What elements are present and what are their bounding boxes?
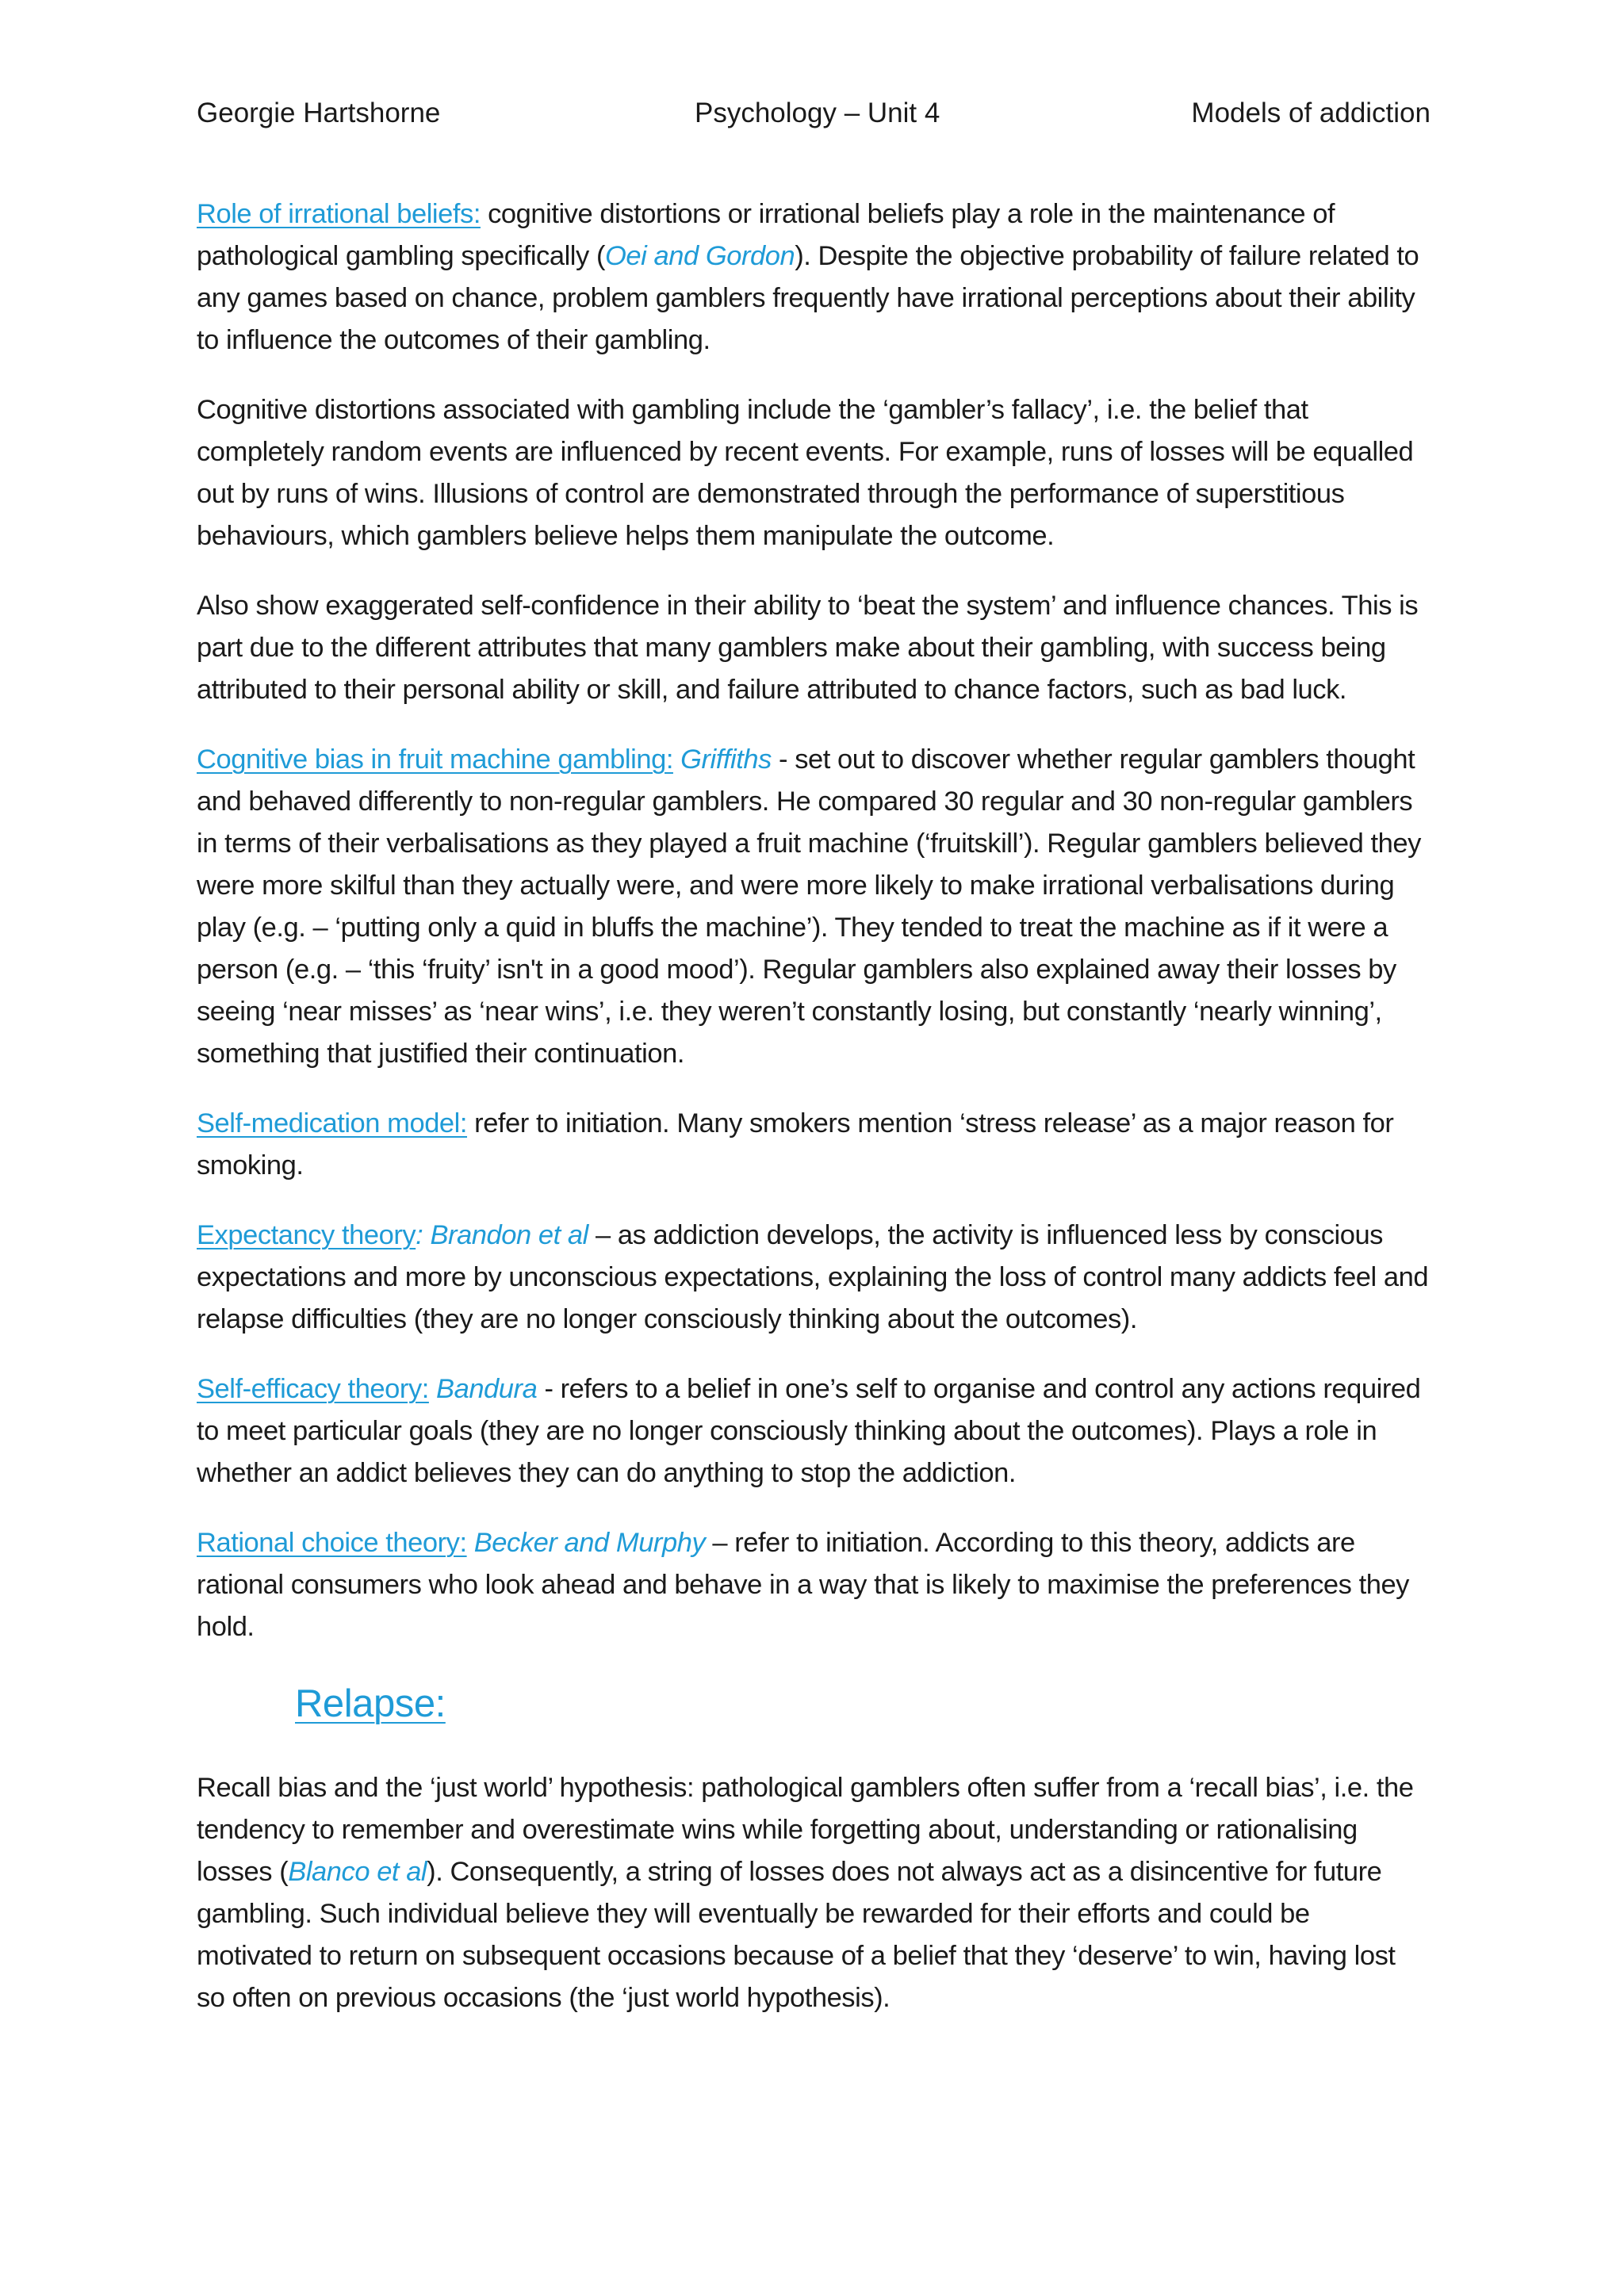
citation-bandura: Bandura xyxy=(428,1374,538,1404)
paragraph-text: ). Consequently, a string of losses does not always act as a disincentive for future gambling. Such individual believe they will eventually be rewarded for their efforts and could be motivated to return on subsequent occasions because of a belief that they ‘deserve’ to win, having lost so often on previous occasions (the ‘just world hypothesis). xyxy=(197,1857,1396,2013)
term-self-efficacy-theory[interactable]: Self-efficacy theory: xyxy=(197,1374,429,1404)
paragraph-fruit-machine xyxy=(197,739,1431,1075)
document-body xyxy=(197,193,1431,2047)
paragraph-self-confidence: Also show exaggerated self-confidence in their ability to ‘beat the system’ and influence chances. This is part due to the different attributes that many gamblers make about their gambling, with success being attributed to their personal ability or skill, and failure attributed to chance factors, such as bad luck. xyxy=(197,591,1419,705)
paragraph-text: – as addiction develops, the activity is influenced less by conscious expectations and more by unconscious expectations, explaining the loss of control many addicts feel and relapse difficulties (they are no longer consciously thinking about the outcomes). xyxy=(197,1220,1429,1334)
header-topic: Models of addiction xyxy=(1191,98,1431,128)
citation-oei-gordon: Oei and Gordon xyxy=(605,241,795,271)
paragraph-rational-choice xyxy=(197,1522,1431,1648)
paragraph-text: ). Despite the objective probability of failure related to any games based on chance, problem gamblers frequently have irrational perceptions about their ability to influence the outcomes of their gambling. xyxy=(197,241,1419,355)
citation-brandon: : Brandon et al xyxy=(416,1220,588,1250)
paragraph-expectancy xyxy=(197,1215,1431,1341)
paragraph-text: - refers to a belief in one’s self to organise and control any actions required to meet particular goals (they are no longer consciously thinking about the outcomes). Plays a role in whether an addict believes they can do anything to stop the addiction. xyxy=(197,1374,1421,1488)
paragraph-text: cognitive distortions or irrational beliefs play a role in the maintenance of pathological gambling specifically ( xyxy=(197,199,1335,271)
term-irrational-beliefs[interactable]: Role of irrational beliefs: xyxy=(197,199,481,229)
term-expectancy-theory[interactable]: Expectancy theory xyxy=(197,1220,416,1250)
page-header xyxy=(197,94,1431,133)
term-self-medication[interactable]: Self-medication model: xyxy=(197,1108,468,1138)
paragraph-self-medication xyxy=(197,1103,1431,1187)
paragraph-text: Recall bias and the ‘just world’ hypothesis: pathological gamblers often suffer from a ‘recall bias’, i.e. the tendency to remember and overestimate wins while forgetting about, understanding or rationalising losses ( xyxy=(197,1773,1414,1887)
term-rational-choice-theory[interactable]: Rational choice theory: xyxy=(197,1528,467,1558)
paragraph-text: refer to initiation. Many smokers mention ‘stress release’ as a major reason for smoking. xyxy=(197,1108,1394,1181)
paragraph-self-efficacy xyxy=(197,1368,1431,1494)
heading-relapse[interactable]: Relapse: xyxy=(295,1682,446,1725)
paragraph-text: – refer to initiation. According to this theory, addicts are rational consumers who look ahead and behave in a way that is likely to maximise the preferences they hold. xyxy=(197,1528,1409,1642)
paragraph-cognitive-distortions: Cognitive distortions associated with gambling include the ‘gambler’s fallacy’, i.e. the belief that completely random events are influenced by recent events. For example, runs of losses will be equalled out by runs of wins. Illusions of control are demonstrated through the performance of superstitious behaviours, which gamblers believe helps them manipulate the outcome. xyxy=(197,395,1414,551)
paragraph-text: - set out to discover whether regular gamblers thought and behaved differently to non-regular gamblers. He compared 30 regular and 30 non-regular gamblers in terms of their verbalisations as they played a fruit machine (‘fruitskill’). Regular gamblers believed they were more skilful than they actually were, and were more likely to make irrational verbalisations during play (e.g. – ‘putting only a quid in bluffs the machine’). They tended to treat the machine as if it were a person (e.g. – ‘this ‘fruity’ isn't in a good mood’). Regular gamblers also explained away their losses by seeing ‘near misses’ as ‘near wins’, i.e. they weren’t constantly losing, but constantly ‘nearly winning’, something that justified their continuation. xyxy=(197,744,1421,1069)
header-author: Georgie Hartshorne xyxy=(197,98,441,128)
citation-griffiths: Griffiths xyxy=(672,744,772,775)
citation-becker-murphy: Becker and Murphy xyxy=(466,1528,706,1558)
paragraph-recall-bias xyxy=(197,1767,1431,2019)
header-subject: Psychology – Unit 4 xyxy=(695,98,940,128)
citation-blanco: Blanco et al xyxy=(288,1857,427,1887)
term-fruit-machine-bias[interactable]: Cognitive bias in fruit machine gambling: xyxy=(197,744,673,775)
paragraph-irrational-beliefs xyxy=(197,193,1431,362)
